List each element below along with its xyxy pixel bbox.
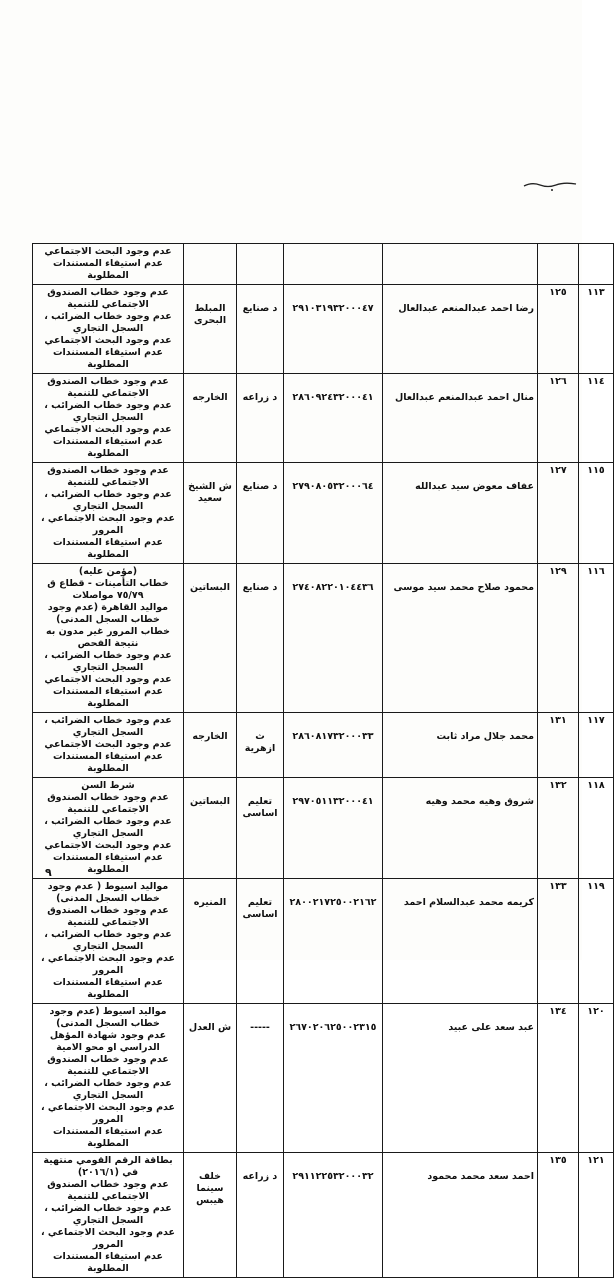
note-line: عدم وجود البحث الاجتماعي ، المرور — [40, 953, 176, 976]
note-line: عدم وجود البحث الاجتماعي ، المرور — [40, 1102, 176, 1125]
serial-cell: ١٢١ — [579, 1153, 614, 1278]
note-line: عدم استيفاء المستندات المطلوبة — [52, 1251, 164, 1274]
note-line: عدم وجود البحث الاجتماعي — [44, 246, 172, 257]
table-row — [33, 374, 614, 463]
area-cell: المبلط البحرى — [184, 285, 237, 374]
note-line: مواليد القاهرة (عدم وجود خطاب السجل المدنى) — [47, 602, 169, 625]
national-id-cell: ٢٨٠٠٢١٧٢٥٠٠٢١٦٢ — [284, 879, 383, 1004]
note-line: عدم استيفاء المستندات المطلوبة — [52, 258, 164, 281]
number-cell: ١٣٥ — [538, 1153, 579, 1278]
national-id-cell: ٢٨٦٠٩٢٤٣٢٠٠٠٤١ — [284, 374, 383, 463]
notes-cell — [33, 1153, 184, 1278]
qualification-cell: د صنايع — [237, 463, 284, 564]
note-line: عدم وجود خطاب الضرائب ، السجل التجاري — [44, 816, 172, 839]
note-line: عدم استيفاء المستندات المطلوبة — [52, 686, 164, 709]
area-cell: ش الشيخ سعيد — [184, 463, 237, 564]
table-row — [33, 879, 614, 1004]
area-cell: خلف سينما هيبس — [184, 1153, 237, 1278]
note-line: مواليد اسيوط (عدم وجود خطاب السجل المدنى) — [49, 1006, 167, 1029]
national-id-cell: ٢٧٩٠٨٠٥٣٢٠٠٠٦٤ — [284, 463, 383, 564]
note-line: عدم وجود خطاب الضرائب ، السجل التجاري — [44, 489, 172, 512]
note-line: عدم وجود خطاب الضرائب ، السجل التجاري — [44, 650, 172, 673]
qualification-cell: تعليم اساسى — [237, 879, 284, 1004]
note-line: عدم وجود خطاب الصندوق الاجتماعي للتنمية — [47, 465, 169, 488]
table-row — [33, 778, 614, 879]
serial-cell: ١١٧ — [579, 713, 614, 778]
qualification-cell: د زراعه — [237, 374, 284, 463]
note-line: عدم وجود البحث الاجتماعي ، المرور — [40, 1227, 176, 1250]
number-cell: ١٢٥ — [538, 285, 579, 374]
note-line: عدم استيفاء المستندات المطلوبة — [52, 852, 164, 875]
note-line: عدم وجود خطاب الضرائب ، السجل التجاري — [44, 311, 172, 334]
serial-cell: ١١٩ — [579, 879, 614, 1004]
national-id-cell: ٢٨٦٠٨١٧٣٢٠٠٠٣٣ — [284, 713, 383, 778]
note-line: عدم وجود البحث الاجتماعي — [44, 335, 172, 346]
applicants-table — [32, 243, 614, 1278]
table-row — [33, 244, 614, 285]
qualification-cell: ث ازهرية — [237, 713, 284, 778]
area-cell — [184, 244, 237, 285]
note-line: عدم وجود خطاب الصندوق الاجتماعي للتنمية — [47, 287, 169, 310]
serial-cell: ١١٣ — [579, 285, 614, 374]
note-line: عدم وجود خطاب الضرائب ، السجل التجاري — [44, 1203, 172, 1226]
note-line: عدم وجود البحث الاجتماعي — [44, 424, 172, 435]
number-cell — [538, 244, 579, 285]
note-line: عدم وجود خطاب الضرائب ، السجل التجاري — [44, 929, 172, 952]
name-cell: محمود صلاح محمد سيد موسى — [383, 564, 538, 713]
qualification-cell: د صنايع — [237, 564, 284, 713]
notes-cell — [33, 713, 184, 778]
note-line: عدم وجود شهادة المؤهل الدراسي او محو الامية — [49, 1030, 167, 1053]
notes-cell — [33, 564, 184, 713]
notes-cell — [33, 1004, 184, 1153]
serial-cell: ١٢٠ — [579, 1004, 614, 1153]
serial-cell: ١١٨ — [579, 778, 614, 879]
note-line: عدم وجود خطاب الصندوق الاجتماعي للتنمية — [47, 792, 169, 815]
note-line: عدم وجود خطاب الضرائب ، السجل التجاري — [44, 1078, 172, 1101]
note-line: عدم وجود البحث الاجتماعي — [44, 840, 172, 851]
note-line: شرط السن — [81, 780, 135, 791]
table-row — [33, 713, 614, 778]
name-cell: منال احمد عبدالمنعم عبدالعال — [383, 374, 538, 463]
qualification-cell: ----- — [237, 1004, 284, 1153]
notes-cell — [33, 778, 184, 879]
note-line: عدم استيفاء المستندات المطلوبة — [52, 347, 164, 370]
note-line: عدم وجود خطاب الضرائب ، السجل التجاري — [44, 400, 172, 423]
note-line: عدم وجود خطاب الصندوق الاجتماعي للتنمية — [47, 905, 169, 928]
note-line: عدم وجود خطاب الصندوق الاجتماعي للتنمية — [47, 376, 169, 399]
note-line: بطاقة الرقم القومي منتهية في (٢٠١٦/١) — [43, 1155, 173, 1178]
note-line: عدم وجود خطاب الصندوق الاجتماعي للتنمية — [47, 1054, 169, 1077]
note-line: مواليد اسيوط ( عدم وجود خطاب السجل المدنى) — [47, 881, 169, 904]
table-row — [33, 463, 614, 564]
name-cell: رضا احمد عبدالمنعم عبدالعال — [383, 285, 538, 374]
note-line: عدم وجود خطاب الضرائب ، السجل التجاري — [44, 715, 172, 738]
table-row — [33, 1004, 614, 1153]
qualification-cell: تعليم اساسى — [237, 778, 284, 879]
national-id-cell: ٢٩١٠٣١٩٣٢٠٠٠٤٧ — [284, 285, 383, 374]
notes-cell — [33, 244, 184, 285]
serial-cell: ١١٥ — [579, 463, 614, 564]
qualification-cell: د صنايع — [237, 285, 284, 374]
table-row — [33, 564, 614, 713]
national-id-cell: ٢٧٤٠٨٢٢٠١٠٤٤٣٦ — [284, 564, 383, 713]
note-line: خطاب التأمينات - قطاع ق ٧٥/٧٩ مواصلات — [47, 578, 169, 601]
qualification-cell — [237, 244, 284, 285]
national-id-cell: ٢٩١١٢٢٥٣٢٠٠٠٣٢ — [284, 1153, 383, 1278]
table-row — [33, 285, 614, 374]
note-line: عدم وجود البحث الاجتماعي ، المرور — [40, 513, 176, 536]
area-cell: البساتين — [184, 778, 237, 879]
number-cell: ١٣٤ — [538, 1004, 579, 1153]
number-cell: ١٣٢ — [538, 778, 579, 879]
number-cell: ١٢٧ — [538, 463, 579, 564]
name-cell: شروق وهيه محمد وهيه — [383, 778, 538, 879]
number-cell: ١٣٣ — [538, 879, 579, 1004]
name-cell: احمد سعد محمد محمود — [383, 1153, 538, 1278]
pen-mark — [522, 180, 578, 192]
national-id-cell: ٢٦٧٠٢٠٦٢٥٠٠٢٣١٥ — [284, 1004, 383, 1153]
number-cell: ١٢٩ — [538, 564, 579, 713]
page-number: ٩ — [45, 866, 52, 879]
name-cell — [383, 244, 538, 285]
notes-cell — [33, 374, 184, 463]
number-cell: ١٢٦ — [538, 374, 579, 463]
area-cell: المنيره — [184, 879, 237, 1004]
national-id-cell: ٢٩٧٠٥١١٣٢٠٠٠٤١ — [284, 778, 383, 879]
notes-cell — [33, 285, 184, 374]
note-line: عدم استيفاء المستندات المطلوبة — [52, 751, 164, 774]
note-line: عدم وجود البحث الاجتماعي — [44, 674, 172, 685]
name-cell: عفاف معوض سيد عبدالله — [383, 463, 538, 564]
area-cell: البساتين — [184, 564, 237, 713]
serial-cell: ١١٤ — [579, 374, 614, 463]
national-id-cell — [284, 244, 383, 285]
table-row — [33, 1153, 614, 1278]
note-line: عدم استيفاء المستندات المطلوبة — [52, 977, 164, 1000]
notes-cell — [33, 879, 184, 1004]
area-cell: الخارجه — [184, 374, 237, 463]
qualification-cell: د زراعه — [237, 1153, 284, 1278]
notes-cell — [33, 463, 184, 564]
serial-cell — [579, 244, 614, 285]
note-line: عدم وجود خطاب الصندوق الاجتماعي للتنمية — [47, 1179, 169, 1202]
note-line: عدم استيفاء المستندات المطلوبة — [52, 1126, 164, 1149]
name-cell: كريمه محمد عبدالسلام احمد — [383, 879, 538, 1004]
area-cell: الخارجه — [184, 713, 237, 778]
note-line: عدم استيفاء المستندات المطلوبة — [52, 537, 164, 560]
note-line: عدم استيفاء المستندات المطلوبة — [52, 436, 164, 459]
note-line: (مؤمن عليه) — [78, 566, 138, 577]
name-cell: محمد جلال مراد ثابت — [383, 713, 538, 778]
area-cell: ش العدل — [184, 1004, 237, 1153]
note-line: خطاب المرور غير مدون به نتيجة الفحص — [46, 626, 170, 649]
number-cell: ١٣١ — [538, 713, 579, 778]
serial-cell: ١١٦ — [579, 564, 614, 713]
note-line: عدم وجود البحث الاجتماعي — [44, 739, 172, 750]
name-cell: عبد سعد على عبيد — [383, 1004, 538, 1153]
